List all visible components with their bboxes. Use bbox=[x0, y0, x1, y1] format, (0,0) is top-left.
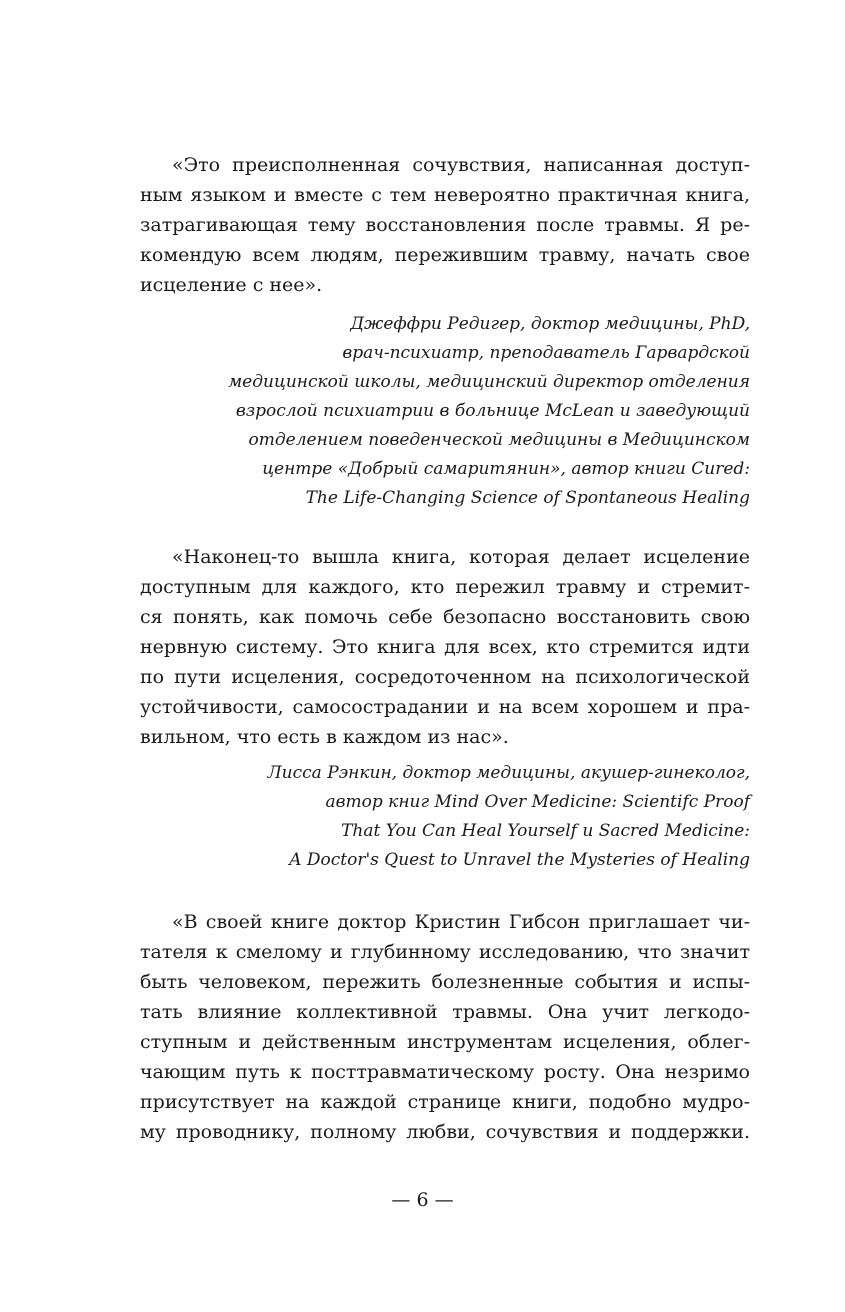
quote-line: устойчивости, самосострадании и на всем хорошем и пра- bbox=[140, 696, 750, 718]
quote-line: комендую всем людям, пережившим травму, начать свое bbox=[140, 244, 750, 266]
attribution-line: A Doctor's Quest to Unravel the Mysteries of Healing bbox=[289, 850, 750, 870]
quote-line: присутствует на каждой странице книги, подобно мудро- bbox=[140, 1091, 750, 1113]
quote-line: вильном, что есть в каждом из нас». bbox=[140, 726, 509, 748]
quote-1 bbox=[140, 150, 750, 300]
quote-2 bbox=[140, 542, 750, 752]
quote-line: по пути исцеления, сосредоточенном на психологической bbox=[140, 666, 750, 688]
quote-line: тателя к смелому и глубинному исследованию, что значит bbox=[140, 941, 750, 963]
attribution-line: взрослой психиатрии в больнице McLean и заведующий bbox=[235, 401, 750, 421]
attribution-line: автор книг Mind Over Medicine: Scientifc Proof bbox=[325, 792, 750, 812]
attribution-line: Лисса Рэнкин, доктор медицины, акушер-гинеколог, bbox=[267, 763, 750, 783]
page-number: — 6 — bbox=[391, 1189, 454, 1211]
attribution-line: медицинской школы, медицинский директор отделения bbox=[228, 372, 750, 392]
attribution-line: центре «Добрый самаритянин», автор книги Cured: bbox=[262, 459, 750, 479]
quote-line: «В своей книге доктор Кристин Гибсон приглашает чи- bbox=[172, 911, 750, 933]
attribution-1 bbox=[140, 310, 750, 513]
quote-line: ся понять, как помочь себе безопасно восстановить свою bbox=[140, 606, 750, 628]
quote-line: му проводнику, полному любви, сочувствия и поддержки. bbox=[140, 1121, 750, 1143]
quote-line: исцеление с нее». bbox=[140, 274, 323, 296]
quote-line: быть человеком, пережить болезненные события и испы- bbox=[140, 971, 750, 993]
quote-line: ным языком и вместе с тем невероятно практичная книга, bbox=[140, 184, 750, 206]
quote-line: «Наконец-то вышла книга, которая делает исцеление bbox=[172, 546, 750, 568]
attribution-line: The Life-Changing Science of Spontaneous Healing bbox=[305, 488, 750, 508]
quote-line: чающим путь к посттравматическому росту. Она незримо bbox=[140, 1061, 750, 1083]
quote-line: нервную систему. Это книга для всех, кто стремится идти bbox=[140, 636, 750, 658]
quote-3 bbox=[140, 907, 750, 1147]
quote-line: тать влияние коллективной травмы. Она учит легкодо- bbox=[140, 1001, 750, 1023]
quote-line: затрагивающая тему восстановления после травмы. Я ре- bbox=[140, 214, 750, 236]
attribution-line: That You Can Heal Yourself и Sacred Medicine: bbox=[341, 821, 750, 841]
quote-line: «Это преисполненная сочувствия, написанная доступ- bbox=[172, 154, 750, 176]
quote-line: доступным для каждого, кто пережил травму и стремит- bbox=[140, 576, 750, 598]
attribution-2 bbox=[140, 759, 750, 875]
attribution-line: отделением поведенческой медицины в Медицинском bbox=[248, 430, 750, 450]
quote-line: ступным и действенным инструментам исцеления, облег- bbox=[140, 1031, 750, 1053]
attribution-line: врач-психиатр, преподаватель Гарвардской bbox=[342, 343, 750, 363]
attribution-line: Джеффри Редигер, доктор медицины, PhD, bbox=[350, 314, 750, 334]
